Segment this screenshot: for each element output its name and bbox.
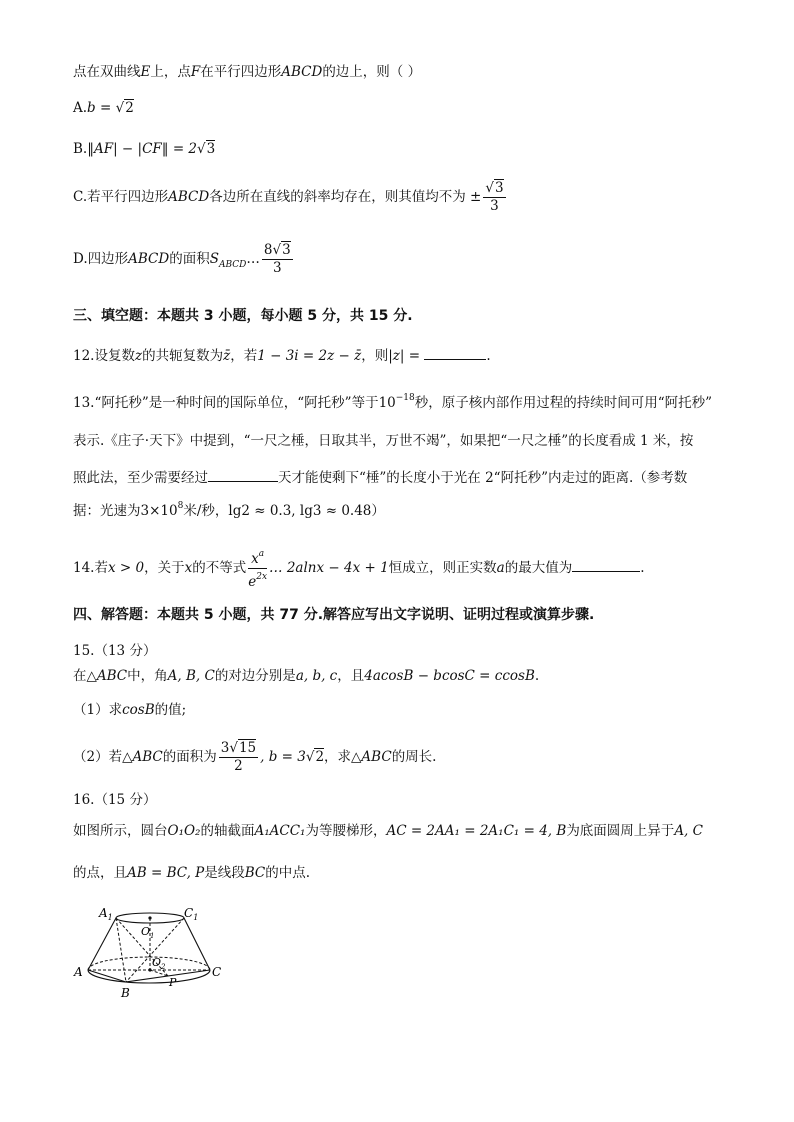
q16-text: 是线段 bbox=[204, 865, 245, 881]
frustum-name: O₁O₂ bbox=[167, 823, 201, 839]
var-x: x bbox=[184, 560, 193, 576]
option-c bbox=[73, 180, 508, 215]
var-abcd: ABCD bbox=[128, 251, 170, 267]
option-text: 各边所在直线的斜率均存在，则其值均不为 ± bbox=[209, 189, 482, 205]
radicand: 3 bbox=[494, 180, 504, 196]
label-o1: $O_1$ bbox=[141, 925, 155, 940]
question-intro bbox=[73, 62, 421, 82]
option-label: D.四边形 bbox=[73, 251, 129, 267]
q16-text: 为底面圆周上异于 bbox=[566, 823, 675, 839]
radicand: 3 bbox=[282, 242, 291, 258]
q12-end: . bbox=[486, 348, 491, 364]
denominator-base: e bbox=[248, 574, 257, 590]
var-abcd: ABCD bbox=[168, 189, 210, 205]
question-12 bbox=[73, 345, 491, 366]
option-a: A.b = √2 bbox=[73, 100, 134, 116]
relation: … bbox=[246, 251, 260, 267]
option-b: B.‖AF| − |CF‖ = 2√3 bbox=[73, 141, 216, 157]
numerator-base: x bbox=[251, 551, 259, 567]
sci-notation: 3×10 bbox=[140, 503, 178, 519]
segment-bc: BC bbox=[244, 865, 266, 881]
triangle: △ABC bbox=[86, 668, 128, 684]
question-14 bbox=[73, 546, 645, 591]
q14-text: 恒成立，则正实数 bbox=[388, 560, 497, 576]
denominator: 2 bbox=[234, 758, 243, 774]
q14-inequality: … 2alnx − 4x + 1 bbox=[269, 560, 389, 576]
triangle: △ABC bbox=[122, 749, 163, 765]
var-s: S bbox=[209, 251, 219, 267]
q15-text: （2）若 bbox=[73, 749, 123, 765]
denominator: 3 bbox=[272, 260, 282, 276]
question-13-line-1 bbox=[73, 388, 712, 413]
question-13-line-2: 表示.《庄子·天下》中提到，“一尺之棰，日取其半，万世不竭”，如果把“一尺之棰”的长度看成 1 米，按 bbox=[73, 433, 694, 449]
q16-text: 的中点. bbox=[265, 865, 311, 881]
label-c1: $C_1$ bbox=[184, 906, 199, 922]
var-z: z bbox=[134, 348, 143, 364]
q12-text: 的共轭复数为 bbox=[142, 348, 224, 364]
q15-text: . bbox=[534, 668, 540, 684]
radicand: 2 bbox=[125, 100, 134, 116]
question-16-line-2 bbox=[73, 863, 310, 883]
option-label: B. bbox=[73, 141, 88, 157]
subscript: ABCD bbox=[218, 260, 247, 270]
q13-text: 秒，原子核内部作用过程的持续时间可用“阿托秒” bbox=[414, 395, 713, 411]
question-15-line-1 bbox=[73, 666, 539, 686]
radicand: 3 bbox=[206, 141, 216, 157]
var-f: F bbox=[190, 64, 201, 80]
intro-text: 点在双曲线 bbox=[73, 64, 141, 80]
q13-text: 天才能使剩下“棰”的长度小于光在 2“阿托秒”内走过的距离.（参考数 bbox=[278, 470, 688, 486]
label-a: A bbox=[74, 965, 83, 979]
power-exponent: −18 bbox=[395, 393, 415, 403]
bottom-circle-front bbox=[88, 970, 210, 983]
label-p: P bbox=[169, 976, 177, 989]
label-a1: $A_1$ bbox=[99, 906, 113, 922]
question-16-line-1 bbox=[73, 821, 703, 841]
section-three-title: 三、填空题：本题共 3 小题，每小题 5 分，共 15 分. bbox=[73, 308, 413, 324]
bottom-circle-back bbox=[88, 957, 210, 970]
denominator: 3 bbox=[490, 198, 499, 214]
power-exponent: 8 bbox=[177, 501, 184, 511]
q14-condition: x > 0 bbox=[107, 560, 145, 576]
label-b: B bbox=[121, 986, 130, 1000]
q15-text: ，求 bbox=[324, 749, 352, 765]
angles: A, B, C bbox=[167, 668, 215, 684]
question-16-head: 16.（15 分） bbox=[73, 792, 157, 808]
fraction: $\frac{8√3}{3}$ bbox=[263, 242, 291, 276]
radicand: 15 bbox=[238, 740, 257, 756]
q15-text: 的值; bbox=[154, 702, 187, 718]
power-base: 10 bbox=[378, 395, 396, 411]
q13-text: 米/秒， bbox=[183, 503, 229, 519]
q16-condition: AB = BC, P bbox=[127, 865, 205, 881]
q15-expr: , b = 3 bbox=[260, 749, 306, 765]
triangle: △ABC bbox=[351, 749, 392, 765]
q14-text: 的不等式 bbox=[192, 560, 247, 576]
option-label: C.若平行四边形 bbox=[73, 189, 169, 205]
q15-text: 在 bbox=[73, 668, 87, 684]
option-label: A. bbox=[73, 100, 88, 116]
q15-text: 的面积为 bbox=[162, 749, 217, 765]
q14-text: 的最大值为 bbox=[504, 560, 573, 576]
q13-text: 据：光速为 bbox=[73, 503, 141, 519]
question-15-part-1 bbox=[73, 700, 186, 720]
q16-text: 如图所示，圆台 bbox=[73, 823, 168, 839]
log-values: lg2 ≈ 0.3, lg3 ≈ 0.48 bbox=[228, 503, 372, 519]
section-four-title: 四、解答题：本题共 5 小题，共 77 分.解答应写出文字说明、证明过程或演算步骤. bbox=[73, 607, 595, 623]
option-expr: b = bbox=[87, 100, 116, 116]
option-text: 的面积 bbox=[169, 251, 210, 267]
fraction bbox=[248, 546, 267, 591]
var-e: E bbox=[140, 64, 151, 80]
fraction: $\frac{3√15}{2}$ bbox=[220, 740, 257, 774]
points-ac: A, C bbox=[674, 823, 703, 839]
question-13-line-3 bbox=[73, 467, 687, 488]
radicand: 2 bbox=[315, 749, 325, 765]
q15-text: 中，角 bbox=[127, 668, 168, 684]
q15-equation: 4acosB − bcosC = ccosB bbox=[364, 668, 535, 684]
fraction: $\frac{√3}{3}$ bbox=[485, 180, 504, 214]
option-expr: ‖AF| − |CF‖ = 2 bbox=[87, 141, 198, 157]
q12-text: ，则 bbox=[361, 348, 389, 364]
q14-text: ，关于 bbox=[144, 560, 185, 576]
q13-text: 照此法，至少需要经过 bbox=[73, 470, 208, 486]
segment-c1b bbox=[126, 918, 184, 982]
intro-text: 的边上，则（ ） bbox=[322, 64, 422, 80]
q14-text: 14.若 bbox=[73, 560, 108, 576]
q16-text: 的点，且 bbox=[73, 865, 127, 881]
var-abcd: ABCD bbox=[281, 64, 323, 80]
q15-text: ，且 bbox=[337, 668, 365, 684]
q16-equation: AC = 2AA₁ = 2A₁C₁ = 4, B bbox=[386, 823, 567, 839]
answer-blank bbox=[424, 345, 486, 360]
var-a: a bbox=[496, 560, 505, 576]
q12-text: 12.设复数 bbox=[73, 348, 135, 364]
question-15-part-2: （2）若△ABC的面积为 $\frac{3√15}{2}$ , b = 3√2，求△ABC的周长. bbox=[73, 740, 437, 774]
coefficient: 8 bbox=[263, 242, 273, 258]
q14-end: . bbox=[640, 560, 645, 576]
answer-blank bbox=[572, 557, 640, 572]
intro-text: 在平行四边形 bbox=[200, 64, 282, 80]
numerator-exponent: a bbox=[258, 549, 265, 559]
option-d bbox=[73, 242, 295, 277]
q12-abs: |z| = bbox=[388, 348, 425, 364]
point-o1 bbox=[148, 916, 151, 919]
var-zbar: z̄ bbox=[223, 348, 231, 364]
intro-text: 上，点 bbox=[150, 64, 191, 80]
q16-text: 的轴截面 bbox=[200, 823, 255, 839]
q15-text: （1）求 bbox=[73, 702, 123, 718]
q15-text: 的周长. bbox=[391, 749, 437, 765]
q13-text: 13.“阿托秒”是一种时间的国际单位，“阿托秒”等于 bbox=[73, 395, 379, 411]
q16-text: 为等腰梯形， bbox=[305, 823, 387, 839]
question-13-line-4 bbox=[73, 496, 385, 521]
axial-section: A₁ACC₁ bbox=[254, 823, 306, 839]
frustum-figure bbox=[64, 900, 234, 1010]
q12-text: ，若 bbox=[230, 348, 258, 364]
q13-text: ） bbox=[371, 503, 385, 519]
denominator-exponent: 2x bbox=[256, 572, 268, 582]
cos-b: cosB bbox=[122, 702, 155, 718]
sides: a, b, c bbox=[295, 668, 338, 684]
question-15-head: 15.（13 分） bbox=[73, 643, 157, 659]
q15-text: 的对边分别是 bbox=[214, 668, 296, 684]
answer-blank bbox=[208, 467, 278, 482]
q12-equation: 1 − 3i = 2z − z̄ bbox=[257, 348, 362, 364]
coefficient: 3 bbox=[220, 740, 230, 756]
label-o2: $O_2$ bbox=[152, 956, 166, 971]
label-c: C bbox=[212, 965, 222, 979]
